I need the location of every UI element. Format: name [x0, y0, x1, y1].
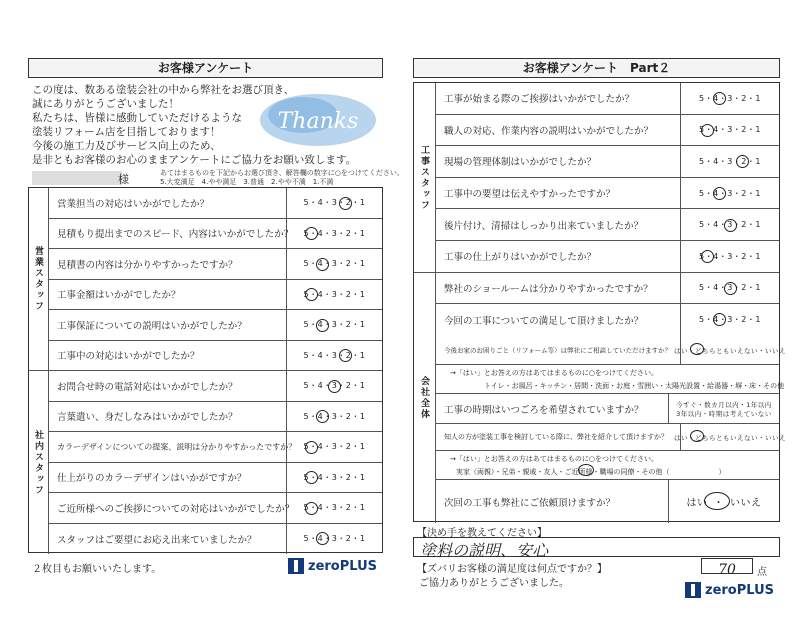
question-text: 見積もり提出までのスピード、内容はいかがでしたか？: [57, 229, 294, 241]
question-row: [436, 115, 779, 147]
question-row: [49, 188, 382, 219]
question-row: [49, 524, 382, 555]
question-row: [49, 371, 382, 402]
rating-scale: 5・4・3・2・1: [680, 209, 779, 240]
category-office: 社内スタッフ: [29, 371, 49, 554]
answer-circle: [713, 92, 726, 105]
answer-circle: [305, 502, 318, 515]
rating-scale: 5・4・3・2・1: [680, 115, 779, 146]
question-text: お問合せ時の電話対応はいかがでしたか？: [57, 381, 238, 393]
intro-line: 塗装リフォーム店を目指しております！: [32, 126, 221, 138]
option-no: いいえ: [730, 498, 762, 509]
answer-circle: [701, 124, 714, 137]
question-row: [436, 273, 779, 305]
rating-scale: 5・4・3・2・1: [286, 371, 382, 401]
question-row: [49, 310, 382, 341]
rating-scale: 5・4・3・2・1: [680, 304, 779, 336]
intro-line: この度は、数ある塗装会社の中から弊社をお選び頂き、: [32, 84, 295, 96]
question-row: [436, 209, 779, 241]
page-title: お客様アンケート Part２: [413, 58, 780, 78]
option-separator: ・: [713, 498, 724, 509]
answer-options: はい・どちらともいえない・いいえ: [680, 336, 779, 364]
option-line: 3年以内・時期は考えていない: [676, 409, 772, 418]
survey-page-2: [405, 0, 800, 622]
answer-circle: [724, 282, 737, 295]
answer-options: はい・どちらともいえない・いいえ: [680, 424, 779, 450]
question-row: [436, 304, 779, 336]
score-unit: 点: [757, 567, 767, 578]
answer-circle: [736, 155, 749, 168]
rating-scale: 5・4・3・2・1: [286, 493, 382, 523]
question-row: [49, 341, 382, 372]
question-text: 今後お家のお困りごと（リフォーム等）は弊社にご相談していただけますか？: [444, 346, 672, 355]
rating-scale: 5・4・3・2・1: [680, 241, 779, 272]
logo-mark-icon: [685, 582, 701, 598]
question-row: [436, 83, 779, 115]
question-row: [49, 463, 382, 494]
rating-scale: 5・4・3・2・1: [680, 273, 779, 304]
answer-circle: [724, 219, 737, 232]
question-text: 仕上がりのカラーデザインはいかがですか？: [57, 473, 247, 485]
answer-circle: [713, 187, 726, 200]
answer-circle: [305, 288, 318, 301]
question-text: 営業担当の対応はいかがでしたか？: [57, 198, 210, 210]
decide-label: 【決め手を教えてください】: [417, 528, 547, 539]
sub-options: [436, 450, 779, 480]
question-text: 工事の時期はいつごろを希望されていますか？: [444, 404, 644, 416]
intro-line: 今後の施工力及びサービス向上のため、: [32, 140, 221, 152]
company-logo: zeroPLUS: [288, 558, 377, 574]
thanks-line: ご協力ありがとうございました。: [419, 578, 569, 589]
question-row: [49, 249, 382, 280]
question-text: ご近所様へのご挨拶についての対応はいかがでしたか？: [57, 503, 295, 515]
question-row: [49, 280, 382, 311]
rating-scale: 5・4・3・2・1: [286, 341, 382, 371]
rating-scale: 5・4・3・2・1: [286, 219, 382, 249]
rating-scale: 5・4・3・2・1: [680, 178, 779, 209]
question-text: 現場の管理体制はいかがでしたか？: [444, 157, 597, 169]
question-text: 次回の工事も弊社にご依頼頂けますか？: [444, 497, 616, 509]
answer-circle: [713, 313, 726, 326]
intro-line: 是非ともお客様のお心のままアンケートにご協力をお願い致します。: [32, 154, 357, 166]
question-text: カラーデザインについての提案、説明は分かりやすかったですか？: [57, 442, 297, 452]
question-row: [436, 178, 779, 210]
option-line: 今すぐ・数カ月以内・1年以内: [676, 400, 772, 409]
question-row: [436, 394, 779, 424]
question-text: 職人の対応、作業内容の説明はいかがでしたか？: [444, 125, 654, 137]
honorific: 様: [118, 173, 129, 186]
page-title: お客様アンケート: [28, 58, 383, 78]
question-text: 弊社のショールームは分かりやすかったですか？: [444, 283, 653, 295]
answer-circle: [704, 492, 730, 510]
question-text: 今回の工事についての満足して頂けましたか？: [444, 315, 644, 327]
question-row: [49, 432, 382, 463]
question-text: 工事の仕上がりはいかがでしたか？: [444, 252, 597, 264]
footer-note: ２枚目もお願いいたします。: [32, 564, 162, 575]
answer-circle: [690, 430, 704, 442]
customer-name-redacted: [32, 171, 122, 185]
question-row: [436, 424, 786, 450]
question-text: 工事保証についての説明はいかがでしたか？: [57, 320, 247, 332]
question-text: 後片付け、清掃はしっかり出来ていましたか？: [444, 220, 644, 232]
category-company: 会社全体: [414, 273, 436, 523]
question-row: [436, 336, 786, 364]
question-text: 工事が始まる際のご挨拶はいかがでしたか？: [444, 94, 635, 106]
rating-scale: 5・4・3・2・1: [680, 146, 779, 177]
question-row: [49, 493, 382, 524]
scale-note: [160, 169, 404, 187]
answer-options: [668, 394, 779, 423]
category-sales: 営業スタッフ: [29, 188, 49, 371]
question-row: [436, 480, 779, 523]
rating-scale: 5・4・3・2・1: [680, 83, 779, 114]
answer-circle: [316, 258, 329, 271]
thanks-watercolor: [258, 90, 378, 150]
question-table: [28, 187, 383, 553]
question-text: 工事中の要望は伝えやすかったですか？: [444, 189, 616, 201]
rating-scale: 5・4・3・2・1: [286, 463, 382, 493]
option-yes: はい: [686, 498, 708, 509]
intro-line: 誠にありがとうございました！: [32, 98, 179, 110]
score-value: 70: [718, 562, 736, 578]
rating-scale: 5・4・3・2・1: [286, 402, 382, 432]
question-row: [49, 402, 382, 433]
decide-answer-box: [413, 537, 780, 560]
score-label: 【ズバリお客様の満足度は何点ですか？】: [417, 564, 607, 575]
intro-line: 私たちは、皆様に感動していただけるような: [32, 112, 242, 124]
rating-scale: 5・4・3・2・1: [286, 249, 382, 279]
question-table: [413, 82, 786, 522]
answer-circle: [305, 471, 318, 484]
question-row: [49, 219, 382, 250]
question-text: 言葉遣い、身だしなみはいかがでしたか？: [57, 412, 238, 424]
question-row: [436, 146, 779, 178]
answer-circle: [578, 464, 594, 476]
scale-note-line: あてはまるものを下記からお選び頂き、解答欄の数字に○をつけてください。: [160, 169, 404, 177]
question-text: スタッフはご要望にお応え出来ていましたか？: [57, 534, 257, 546]
answer-circle: [328, 380, 341, 393]
sub-option-list: トイレ・お風呂・キッチン・居間・洗面・お庭・雪囲い・太陽光設置・給湯器・塀・床・その他: [484, 382, 785, 390]
answer-circle: [339, 197, 352, 210]
rating-scale: 5・4・3・2・1: [286, 310, 382, 340]
answer-circle: [316, 319, 329, 332]
sub-options: [436, 364, 785, 394]
sub-option-list: 実家（両親）・兄弟・親戚・友人・ご近所様・職場の同僚・その他（ ）: [456, 468, 726, 476]
logo-mark-icon: [288, 558, 304, 574]
answer-circle: [690, 343, 704, 355]
rating-scale: 5・4・3・2・1: [286, 280, 382, 310]
rating-scale: 5・4・3・2・1: [286, 188, 382, 218]
scale-note-line: 5.大変満足 4.やや満足 3.普通 2.やや不満 1.不満: [160, 178, 334, 186]
sub-instruction: →「はい」とお答えの方はあてはまるものに○をつけてください。: [450, 369, 658, 377]
category-construction: 工事スタッフ: [414, 83, 436, 273]
score-box: [701, 558, 753, 578]
answer-circle: [305, 227, 318, 240]
question-text: 知人の方が塗装工事を検討している際に、弊社を紹介して頂けますか？: [444, 433, 668, 441]
question-text: 工事中の対応はいかがでしたか？: [57, 351, 200, 363]
decide-answer: 塗料の説明、安心: [420, 541, 549, 560]
rating-scale: 5・4・3・2・1: [286, 524, 382, 555]
rating-scale: 5・4・3・2・1: [286, 432, 382, 462]
company-logo: zeroPLUS: [685, 582, 774, 598]
question-text: 見積書の内容は分かりやすかったですか？: [57, 259, 238, 271]
thanks-text: Thanks: [277, 109, 359, 134]
question-text: 工事金額はいかがでしたか？: [57, 290, 181, 302]
answer-circle: [305, 441, 318, 454]
sub-instruction: →「はい」とお答えの方はあてはまるものに○をつけてください。: [450, 455, 658, 463]
question-row: [436, 241, 779, 273]
